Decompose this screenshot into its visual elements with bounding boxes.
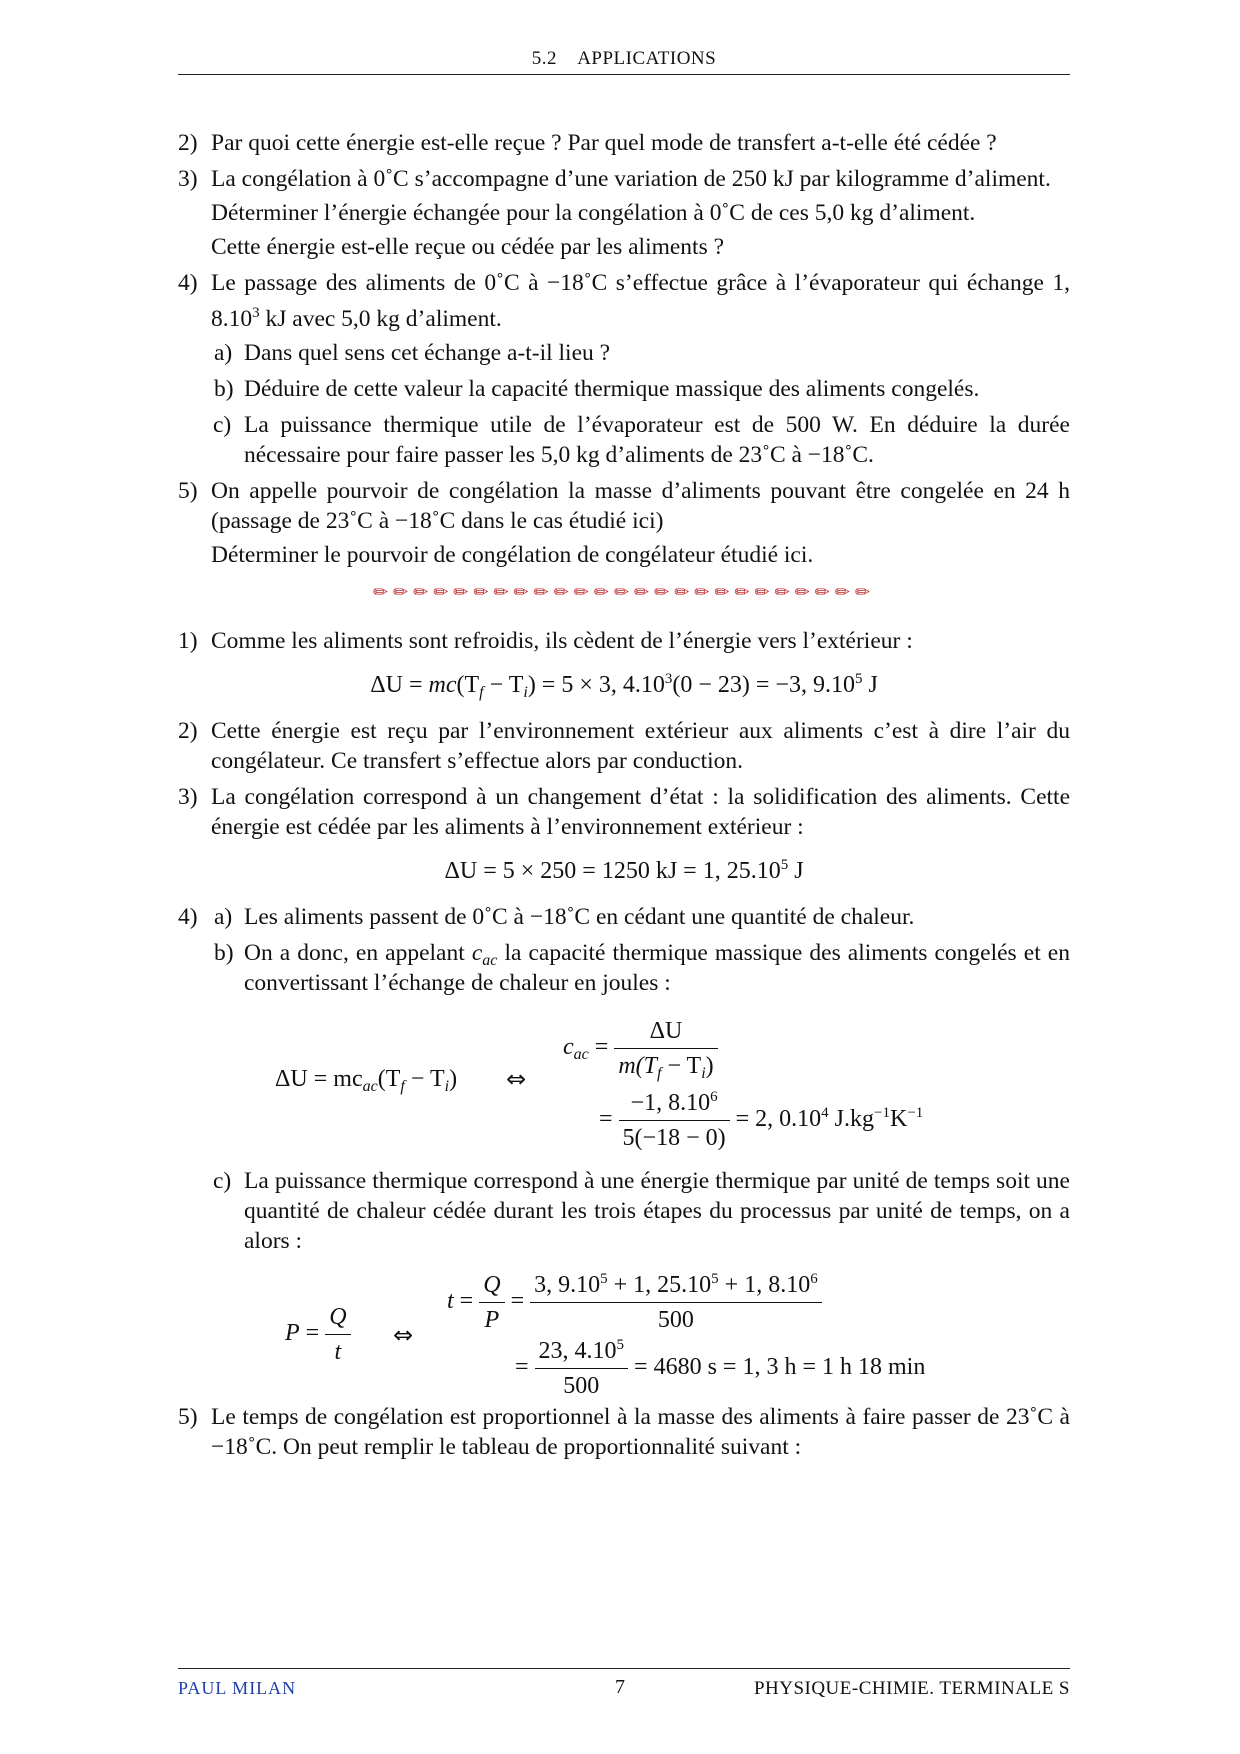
var: c xyxy=(471,939,483,966)
eq-part: ΔU = mc xyxy=(275,1065,363,1092)
frac-den: 500 xyxy=(657,1306,694,1333)
question-text: Déterminer le pourvoir de congélation de congélateur étudié ici. xyxy=(211,541,814,568)
frac-num xyxy=(619,1088,730,1121)
page-number: 7 xyxy=(615,1676,625,1698)
question-3 xyxy=(178,164,1070,262)
question-label: 2) xyxy=(178,130,198,156)
sub-text: Dans quel sens cet échange a-t-il lieu ? xyxy=(244,339,611,366)
iff-arrow: ⇔ xyxy=(506,1064,527,1093)
eq-part: (0 − 23) = −3, 9.10 xyxy=(672,671,855,698)
answer-4c xyxy=(211,1166,1070,1256)
text-part: kJ avec 5,0 kg d’aliment. xyxy=(259,305,502,332)
answer-text: Cette énergie est reçu par l’environnement extérieur aux aliments c’est à dire l’air du congélateur. Ce transfert s’effectue alors par conduction. xyxy=(211,717,1070,774)
eq-part: K xyxy=(889,1105,908,1132)
eq-sub: i xyxy=(444,1077,450,1095)
frac-den: t xyxy=(334,1338,342,1365)
sub-text: La puissance thermique correspond à une énergie thermique par unité de temps soit une quantité de chaleur cédée durant les trois étapes du processus par unité de temps, on a alors : xyxy=(244,1167,1070,1254)
question-text: Par quoi cette énergie est-elle reçue ? Par quel mode de transfert a-t-elle été cédée ? xyxy=(211,130,997,156)
eq4-line2: = $\frac{23, 4.10^5}{500}$ = 4680 s = 1, 3 h = 1 h 18 min xyxy=(515,1336,926,1399)
var-sub: ac xyxy=(482,951,498,969)
sub-text: La puissance thermique utile de l’évaporateur est de 500 W. En déduire la durée nécessaire pour faire passer les 5,0 kg d’aliments de 23˚C à −18˚C. xyxy=(244,411,1070,468)
eq4-left xyxy=(285,1302,351,1367)
footer-rule xyxy=(178,1668,1070,1669)
sub-label: b) xyxy=(214,375,234,402)
eq-sup: 5 xyxy=(711,1270,719,1287)
frac-den xyxy=(614,1049,717,1081)
eq-part: ΔU = 5 × 250 = 1250 kJ = 1, 25.10 xyxy=(444,857,781,884)
eq-part: = xyxy=(299,1319,326,1346)
sub-text: On a donc, en appelant xyxy=(244,939,472,966)
sub-label: c) xyxy=(213,411,232,438)
var-c-ac xyxy=(471,939,498,969)
eq-part: ) xyxy=(705,1052,714,1079)
question-text: La congélation à 0˚C s’accompagne d’une variation de 250 kJ par kilogramme d’aliment. xyxy=(211,166,1051,192)
answer-label: 3) xyxy=(178,783,198,810)
eq-sup: 4 xyxy=(821,1104,829,1121)
footer-course: PHYSIQUE-CHIMIE. TERMINALE S xyxy=(753,1678,1070,1699)
eq-sub: i xyxy=(701,1064,706,1082)
eq-part: P xyxy=(285,1319,300,1346)
answer-3 xyxy=(178,782,1070,842)
eq-part: + 1, 25.10 xyxy=(607,1271,712,1298)
question-5 xyxy=(178,476,1070,570)
question-2 xyxy=(178,128,1070,158)
eq-sub: i xyxy=(523,683,528,701)
question-text: Cette énergie est-elle reçue ou cédée par les aliments ? xyxy=(211,234,725,260)
question-label: 4) xyxy=(178,270,198,296)
answer-5 xyxy=(178,1402,1070,1462)
question-text: On appelle pourvoir de congélation la masse d’aliments pouvant être congelée en 24 h (passage de 23˚C à −18˚C dans le cas étudié ici) xyxy=(211,477,1070,534)
eq-part: − T xyxy=(661,1052,702,1079)
question-4b xyxy=(211,374,1070,404)
eq-part: 3, 9.10 xyxy=(534,1271,601,1298)
frac-num: Q xyxy=(479,1270,504,1303)
answer-4 xyxy=(178,902,1070,1399)
eq-sup: 5 xyxy=(854,670,863,687)
exponent: 3 xyxy=(252,305,260,321)
eq3-line1 xyxy=(563,1016,718,1081)
eq-part: + 1, 8.10 xyxy=(718,1271,811,1298)
eq-part: c xyxy=(563,1033,574,1060)
eq-sup: −1 xyxy=(907,1104,924,1121)
answer-text: La congélation correspond à un changement d’état : la solidification des aliments. Cette énergie est cédée par les aliments à l’environnement extérieur : xyxy=(211,783,1070,840)
question-label: 3) xyxy=(178,166,198,192)
question-text: Déterminer l’énergie échangée pour la congélation à 0˚C de ces 5,0 kg d’aliment. xyxy=(211,200,976,226)
eq-part: − T xyxy=(483,671,524,698)
eq-part: mc xyxy=(428,671,457,698)
sub-text: Déduire de cette valeur la capacité thermique massique des aliments congelés. xyxy=(244,375,980,402)
answer-4b xyxy=(211,938,1070,998)
frac-den: 500 xyxy=(563,1372,600,1399)
eq-part: m(T xyxy=(618,1052,657,1079)
fraction-sum xyxy=(530,1270,822,1335)
eq-sub: f xyxy=(400,1077,405,1095)
fraction-2 xyxy=(619,1088,730,1153)
frac-num xyxy=(535,1336,629,1369)
pencil-separator: ✏✏✏✏✏✏✏✏✏✏✏✏✏✏✏✏✏✏✏✏✏✏✏✏✏ xyxy=(372,581,876,603)
eq-part: ΔU = xyxy=(370,671,429,698)
sub-label: b) xyxy=(214,939,234,966)
eq4-line1: t = $\frac{Q}{P}$ = $\frac{3, 9.10^5 + 1, 25.10^5 + 1, 8.10^6}{500}$ xyxy=(447,1270,822,1335)
answer-2 xyxy=(178,716,1070,776)
eq-part: = 2, 0.10 xyxy=(729,1105,822,1132)
eq-sup: 6 xyxy=(810,1270,818,1287)
question-label: 5) xyxy=(178,477,198,504)
answer-text: Comme les aliments sont refroidis, ils cèdent de l’énergie vers l’extérieur : xyxy=(211,627,913,654)
sub-label: a) xyxy=(214,903,233,930)
frac-den: 5(−18 − 0) xyxy=(622,1124,726,1151)
sub-label: c) xyxy=(213,1167,232,1194)
fraction-q-p xyxy=(479,1270,504,1335)
fraction-q-t xyxy=(325,1302,350,1367)
section-number: 5.2 xyxy=(531,48,557,69)
eq-sub: f xyxy=(656,1064,662,1082)
equation-3 xyxy=(211,1006,1070,1156)
eq-part: = xyxy=(588,1033,609,1060)
eq-part: ) = 5 × 3, 4.10 xyxy=(527,671,665,698)
eq-part: (T xyxy=(377,1065,401,1092)
sub-label: a) xyxy=(214,339,233,366)
running-header xyxy=(178,48,1070,70)
eq-part: = 4680 s = 1, 3 h = 1 h 18 min xyxy=(628,1353,926,1380)
eq-part: − T xyxy=(404,1065,445,1092)
eq-sub: ac xyxy=(573,1045,589,1063)
eq3-left xyxy=(275,1064,457,1094)
eq-sup: 5 xyxy=(780,856,789,873)
frac-den: P xyxy=(484,1306,500,1333)
eq-sub: ac xyxy=(362,1077,378,1095)
fraction-1 xyxy=(614,1016,717,1081)
section-title: APPLICATIONS xyxy=(577,48,717,69)
answer-1 xyxy=(178,626,1070,656)
answer-label: 4) xyxy=(178,903,198,930)
sub-text: la capacité thermique massique des aliments congelés et en convertissant l’échange de chaleur en joules : xyxy=(244,939,1070,996)
eq-sup: 3 xyxy=(664,670,673,687)
eq-part: J xyxy=(788,857,804,884)
header-rule xyxy=(178,74,1070,75)
fraction-result xyxy=(535,1336,629,1401)
question-4 xyxy=(178,268,1070,470)
answer-label: 1) xyxy=(178,627,198,654)
eq3-line2 xyxy=(599,1088,923,1153)
footer-author: PAUL MILAN xyxy=(178,1678,297,1698)
eq-part: = xyxy=(599,1105,613,1132)
answer-text: Le temps de congélation est proportionnel à la masse des aliments à faire passer de 23˚C à −18˚C. On peut remplir le tableau de proportionnalité suivant : xyxy=(211,1403,1070,1460)
eq-part: ) xyxy=(449,1065,458,1092)
answer-label: 2) xyxy=(178,717,198,744)
eq-part: t xyxy=(447,1287,454,1314)
main-content xyxy=(178,128,1070,1468)
answer-label: 5) xyxy=(178,1403,198,1430)
equation-4 xyxy=(211,1262,1070,1399)
sub-text: Les aliments passent de 0˚C à −18˚C en cédant une quantité de chaleur. xyxy=(244,903,915,930)
eq-sup: −1 xyxy=(874,1104,890,1121)
text-part: Le passage des aliments de 0˚C à −18˚C s’effectue grâce à l’évaporateur qui échange 1, 8.10 xyxy=(211,270,1070,332)
frac-num: ΔU xyxy=(614,1016,717,1049)
iff-arrow: ⇔ xyxy=(393,1320,414,1349)
eq-sup: 6 xyxy=(710,1088,718,1105)
eq-sup: 5 xyxy=(616,1336,625,1353)
eq-part: 23, 4.10 xyxy=(538,1337,617,1364)
eq-part: J.kg xyxy=(828,1105,874,1132)
question-text xyxy=(211,268,1070,334)
question-4c xyxy=(211,410,1070,470)
equation-1 xyxy=(178,670,1070,700)
frac-num xyxy=(530,1270,822,1303)
eq-part: (T xyxy=(456,671,480,698)
answer-4a xyxy=(211,902,1070,932)
eq-part: J xyxy=(862,671,878,698)
question-4a xyxy=(211,338,1070,368)
frac-num: Q xyxy=(325,1302,350,1335)
equation-2 xyxy=(178,856,1070,886)
eq-sup: 5 xyxy=(600,1270,608,1287)
eq-sub: f xyxy=(479,683,484,701)
eq-part: −1, 8.10 xyxy=(630,1089,711,1116)
